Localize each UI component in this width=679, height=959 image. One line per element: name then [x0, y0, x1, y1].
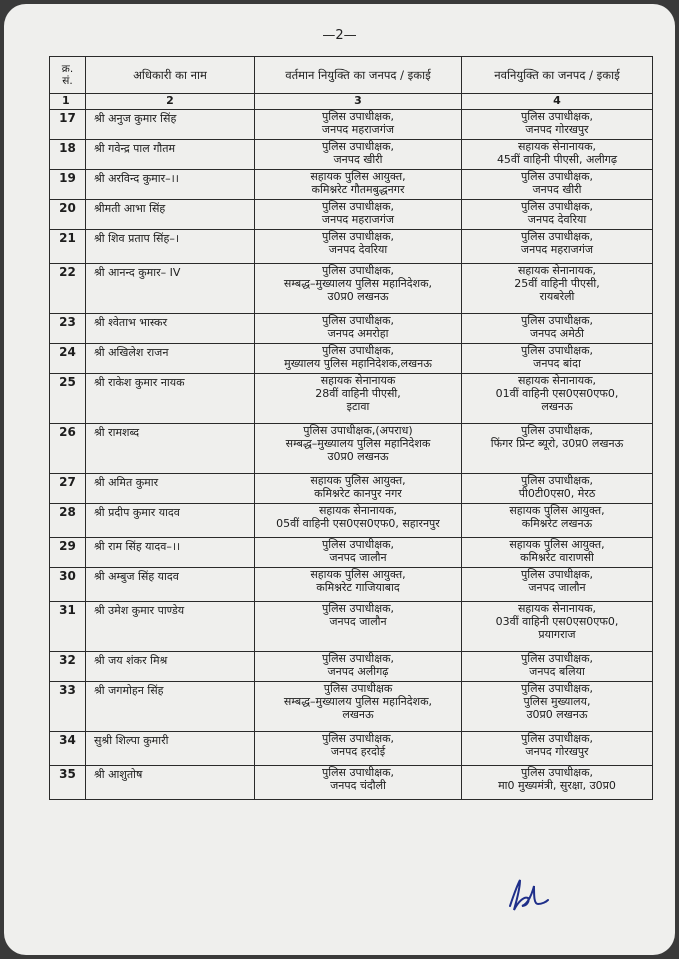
current-posting [255, 766, 462, 800]
new-posting [462, 264, 653, 314]
serial-number: 21 [50, 230, 86, 264]
officer-name: सुश्री शिल्पा कुमारी [86, 732, 255, 766]
table-row [50, 652, 653, 682]
current-posting [255, 344, 462, 374]
transfer-table [49, 56, 653, 800]
table-row [50, 110, 653, 140]
current-posting [255, 538, 462, 568]
posting-line: पुलिस उपाधीक्षक, [520, 344, 594, 357]
serial-number: 34 [50, 732, 86, 766]
posting-line: उ0प्र0 लखनऊ [526, 708, 588, 721]
current-posting [255, 682, 462, 732]
posting-line: सहायक पुलिस आयुक्त, [310, 170, 406, 183]
posting-line: 01वीं वाहिनी एस0एस0एफ0, [495, 387, 619, 400]
posting-line: जनपद महराजगंज [321, 123, 395, 136]
posting-line: पुलिस उपाधीक्षक, [321, 538, 395, 551]
posting-line: सहायक सेनानायक, [318, 504, 398, 517]
table-row [50, 200, 653, 230]
posting-line: जनपद जालौन [528, 581, 586, 594]
posting-line: पुलिस उपाधीक्षक, [520, 314, 594, 327]
officer-name: श्री गवेन्द्र पाल गौतम [86, 140, 255, 170]
posting-line: पुलिस उपाधीक्षक, [520, 170, 594, 183]
posting-line: उ0प्र0 लखनऊ [327, 450, 389, 463]
serial-number: 22 [50, 264, 86, 314]
current-posting [255, 200, 462, 230]
officer-name: श्री जगमोहन सिंह [86, 682, 255, 732]
current-posting [255, 732, 462, 766]
serial-number: 28 [50, 504, 86, 538]
document-page [4, 4, 675, 955]
posting-line: पुलिस मुख्यालय, [523, 695, 591, 708]
serial-number: 32 [50, 652, 86, 682]
new-posting [462, 602, 653, 652]
new-posting [462, 170, 653, 200]
current-posting [255, 374, 462, 424]
posting-line: पुलिस उपाधीक्षक, [321, 140, 395, 153]
posting-line: पुलिस उपाधीक्षक, [321, 200, 395, 213]
table-row [50, 140, 653, 170]
posting-line: फिंगर प्रिन्ट ब्यूरो, उ0प्र0 लखनऊ [490, 437, 624, 450]
page-number: —2— [322, 28, 357, 43]
current-posting [255, 424, 462, 474]
new-posting [462, 504, 653, 538]
posting-line: पुलिस उपाधीक्षक, [321, 766, 395, 779]
posting-line: जनपद बांदा [533, 357, 581, 370]
posting-line: जनपद अमरोहा [327, 327, 389, 340]
header-current-posting: वर्तमान नियुक्ति का जनपद / इकाई [255, 57, 462, 94]
posting-line: सहायक सेनानायक, [517, 602, 597, 615]
new-posting [462, 538, 653, 568]
new-posting [462, 568, 653, 602]
serial-number: 26 [50, 424, 86, 474]
posting-line: पुलिस उपाधीक्षक [323, 682, 393, 695]
posting-line: पुलिस उपाधीक्षक, [321, 230, 395, 243]
table-row [50, 682, 653, 732]
posting-line: 45वीं वाहिनी पीएसी, अलीगढ़ [496, 153, 618, 166]
table-row [50, 504, 653, 538]
posting-line: जनपद गोरखपुर [525, 745, 589, 758]
table-row [50, 374, 653, 424]
current-posting [255, 230, 462, 264]
column-number-row [50, 94, 653, 110]
officer-name: श्री आशुतोष [86, 766, 255, 800]
posting-line: पुलिस उपाधीक्षक, [321, 732, 395, 745]
column-number: 3 [255, 94, 462, 110]
officer-name: श्री अरविन्द कुमार–।। [86, 170, 255, 200]
officer-name: श्री श्वेताभ भास्कर [86, 314, 255, 344]
serial-number: 23 [50, 314, 86, 344]
table-row [50, 424, 653, 474]
posting-line: सम्बद्ध–मुख्यालय पुलिस महानिदेशक, [283, 695, 433, 708]
posting-line: जनपद खीरी [532, 183, 582, 196]
posting-line: पुलिस उपाधीक्षक, [520, 474, 594, 487]
table-row [50, 170, 653, 200]
new-posting [462, 230, 653, 264]
table-row [50, 314, 653, 344]
table-header-row [50, 57, 653, 94]
posting-line: पी0टी0एस0, मेरठ [518, 487, 596, 500]
column-number: 4 [462, 94, 653, 110]
header-officer-name: अधिकारी का नाम [86, 57, 255, 94]
column-number: 2 [86, 94, 255, 110]
posting-line: जनपद चंदौली [330, 779, 386, 792]
posting-line: कमिश्नरेट कानपुर नगर [314, 487, 402, 500]
posting-line: जनपद खीरी [333, 153, 383, 166]
posting-line: पुलिस उपाधीक्षक, [520, 568, 594, 581]
posting-line: पुलिस उपाधीक्षक, [520, 230, 594, 243]
officer-name: श्री उमेश कुमार पाण्डेय [86, 602, 255, 652]
current-posting [255, 140, 462, 170]
current-posting [255, 602, 462, 652]
posting-line: कमिश्नरेट गौतमबुद्धनगर [311, 183, 405, 196]
current-posting [255, 170, 462, 200]
table-row [50, 264, 653, 314]
posting-line: कमिश्नरेट वाराणसी [520, 551, 594, 564]
serial-number: 19 [50, 170, 86, 200]
officer-name: श्री अम्बुज सिंह यादव [86, 568, 255, 602]
table-row [50, 602, 653, 652]
posting-line: जनपद महराजगंज [520, 243, 594, 256]
posting-line: पुलिस उपाधीक्षक, [321, 314, 395, 327]
table-row [50, 474, 653, 504]
table-row [50, 568, 653, 602]
posting-line: कमिश्नरेट लखनऊ [521, 517, 593, 530]
posting-line: पुलिस उपाधीक्षक, [520, 732, 594, 745]
current-posting [255, 652, 462, 682]
new-posting [462, 344, 653, 374]
posting-line: पुलिस उपाधीक्षक, [321, 264, 395, 277]
current-posting [255, 474, 462, 504]
posting-line: सम्बद्ध–मुख्यालय पुलिस महानिदेशक, [283, 277, 433, 290]
serial-number: 27 [50, 474, 86, 504]
posting-line: कमिश्नरेट गाजियाबाद [316, 581, 400, 594]
posting-line: सहायक सेनानायक, [517, 374, 597, 387]
posting-line: 25वीं वाहिनी पीएसी, [514, 277, 600, 290]
posting-line: 05वीं वाहिनी एस0एस0एफ0, सहारनपुर [276, 517, 440, 530]
posting-line: जनपद जालौन [329, 551, 387, 564]
officer-name: श्री राम सिंह यादव–।। [86, 538, 255, 568]
posting-line: पुलिस उपाधीक्षक, [520, 682, 594, 695]
posting-line: मा0 मुख्यमंत्री, सुरक्षा, उ0प्र0 [498, 779, 616, 792]
posting-line: सहायक पुलिस आयुक्त, [310, 568, 406, 581]
new-posting [462, 474, 653, 504]
posting-line: जनपद अमेठी [529, 327, 585, 340]
officer-name: श्री शिव प्रताप सिंह–। [86, 230, 255, 264]
current-posting [255, 504, 462, 538]
new-posting [462, 424, 653, 474]
posting-line: इटावा [346, 400, 370, 413]
posting-line: लखनऊ [342, 708, 374, 721]
new-posting [462, 682, 653, 732]
posting-line: पुलिस उपाधीक्षक, [321, 652, 395, 665]
officer-name: श्रीमती आभा सिंह [86, 200, 255, 230]
posting-line: सहायक पुलिस आयुक्त, [509, 538, 605, 551]
posting-line: सहायक सेनानायक [320, 374, 396, 387]
column-number: 1 [50, 94, 86, 110]
posting-line: रायबरेली [539, 290, 575, 303]
officer-name: श्री आनन्द कुमार– IV [86, 264, 255, 314]
new-posting [462, 314, 653, 344]
posting-line: पुलिस उपाधीक्षक, [520, 424, 594, 437]
serial-number: 29 [50, 538, 86, 568]
posting-line: पुलिस उपाधीक्षक, [520, 200, 594, 213]
posting-line: मुख्यालय पुलिस महानिदेशक,लखनऊ [284, 357, 432, 370]
serial-number: 30 [50, 568, 86, 602]
new-posting [462, 110, 653, 140]
serial-number: 33 [50, 682, 86, 732]
current-posting [255, 110, 462, 140]
posting-line: जनपद गोरखपुर [525, 123, 589, 136]
new-posting [462, 374, 653, 424]
officer-name: श्री अखिलेश राजन [86, 344, 255, 374]
serial-number: 18 [50, 140, 86, 170]
officer-name: श्री जय शंकर मिश्र [86, 652, 255, 682]
posting-line: जनपद देवरिया [328, 243, 388, 256]
posting-line: 28वीं वाहिनी पीएसी, [315, 387, 401, 400]
posting-line: सहायक पुलिस आयुक्त, [509, 504, 605, 517]
posting-line: सम्बद्ध–मुख्यालय पुलिस महानिदेशक [285, 437, 431, 450]
table-row [50, 732, 653, 766]
new-posting [462, 140, 653, 170]
posting-line: पुलिस उपाधीक्षक, [520, 652, 594, 665]
posting-line: पुलिस उपाधीक्षक, [321, 344, 395, 357]
new-posting [462, 652, 653, 682]
posting-line: पुलिस उपाधीक्षक,(अपराध) [303, 424, 413, 437]
posting-line: लखनऊ [541, 400, 573, 413]
posting-line: 03वीं वाहिनी एस0एस0एफ0, [495, 615, 619, 628]
table-row [50, 344, 653, 374]
header-serial: क्र. सं. [50, 57, 86, 94]
officer-name: श्री राकेश कुमार नायक [86, 374, 255, 424]
posting-line: सहायक पुलिस आयुक्त, [310, 474, 406, 487]
officer-name: श्री अनुज कुमार सिंह [86, 110, 255, 140]
current-posting [255, 568, 462, 602]
table-row [50, 766, 653, 800]
serial-number: 31 [50, 602, 86, 652]
posting-line: पुलिस उपाधीक्षक, [520, 766, 594, 779]
serial-number: 35 [50, 766, 86, 800]
posting-line: जनपद देवरिया [527, 213, 587, 226]
posting-line: जनपद अलीगढ़ [327, 665, 389, 678]
posting-line: जनपद बलिया [529, 665, 585, 678]
serial-number: 25 [50, 374, 86, 424]
header-new-posting: नवनियुक्ति का जनपद / इकाई [462, 57, 653, 94]
serial-number: 17 [50, 110, 86, 140]
officer-name: श्री रामशब्द [86, 424, 255, 474]
current-posting [255, 264, 462, 314]
table-row [50, 538, 653, 568]
officer-name: श्री प्रदीप कुमार यादव [86, 504, 255, 538]
current-posting [255, 314, 462, 344]
signature-mark [504, 876, 552, 916]
posting-line: पुलिस उपाधीक्षक, [321, 110, 395, 123]
new-posting [462, 732, 653, 766]
posting-line: जनपद महराजगंज [321, 213, 395, 226]
posting-line: पुलिस उपाधीक्षक, [520, 110, 594, 123]
posting-line: जनपद हरदोई [330, 745, 386, 758]
posting-line: सहायक सेनानायक, [517, 140, 597, 153]
posting-line: जनपद जालौन [329, 615, 387, 628]
serial-number: 20 [50, 200, 86, 230]
posting-line: सहायक सेनानायक, [517, 264, 597, 277]
serial-number: 24 [50, 344, 86, 374]
posting-line: प्रयागराज [538, 628, 576, 641]
table-row [50, 230, 653, 264]
officer-name: श्री अमित कुमार [86, 474, 255, 504]
new-posting [462, 766, 653, 800]
new-posting [462, 200, 653, 230]
posting-line: पुलिस उपाधीक्षक, [321, 602, 395, 615]
posting-line: उ0प्र0 लखनऊ [327, 290, 389, 303]
